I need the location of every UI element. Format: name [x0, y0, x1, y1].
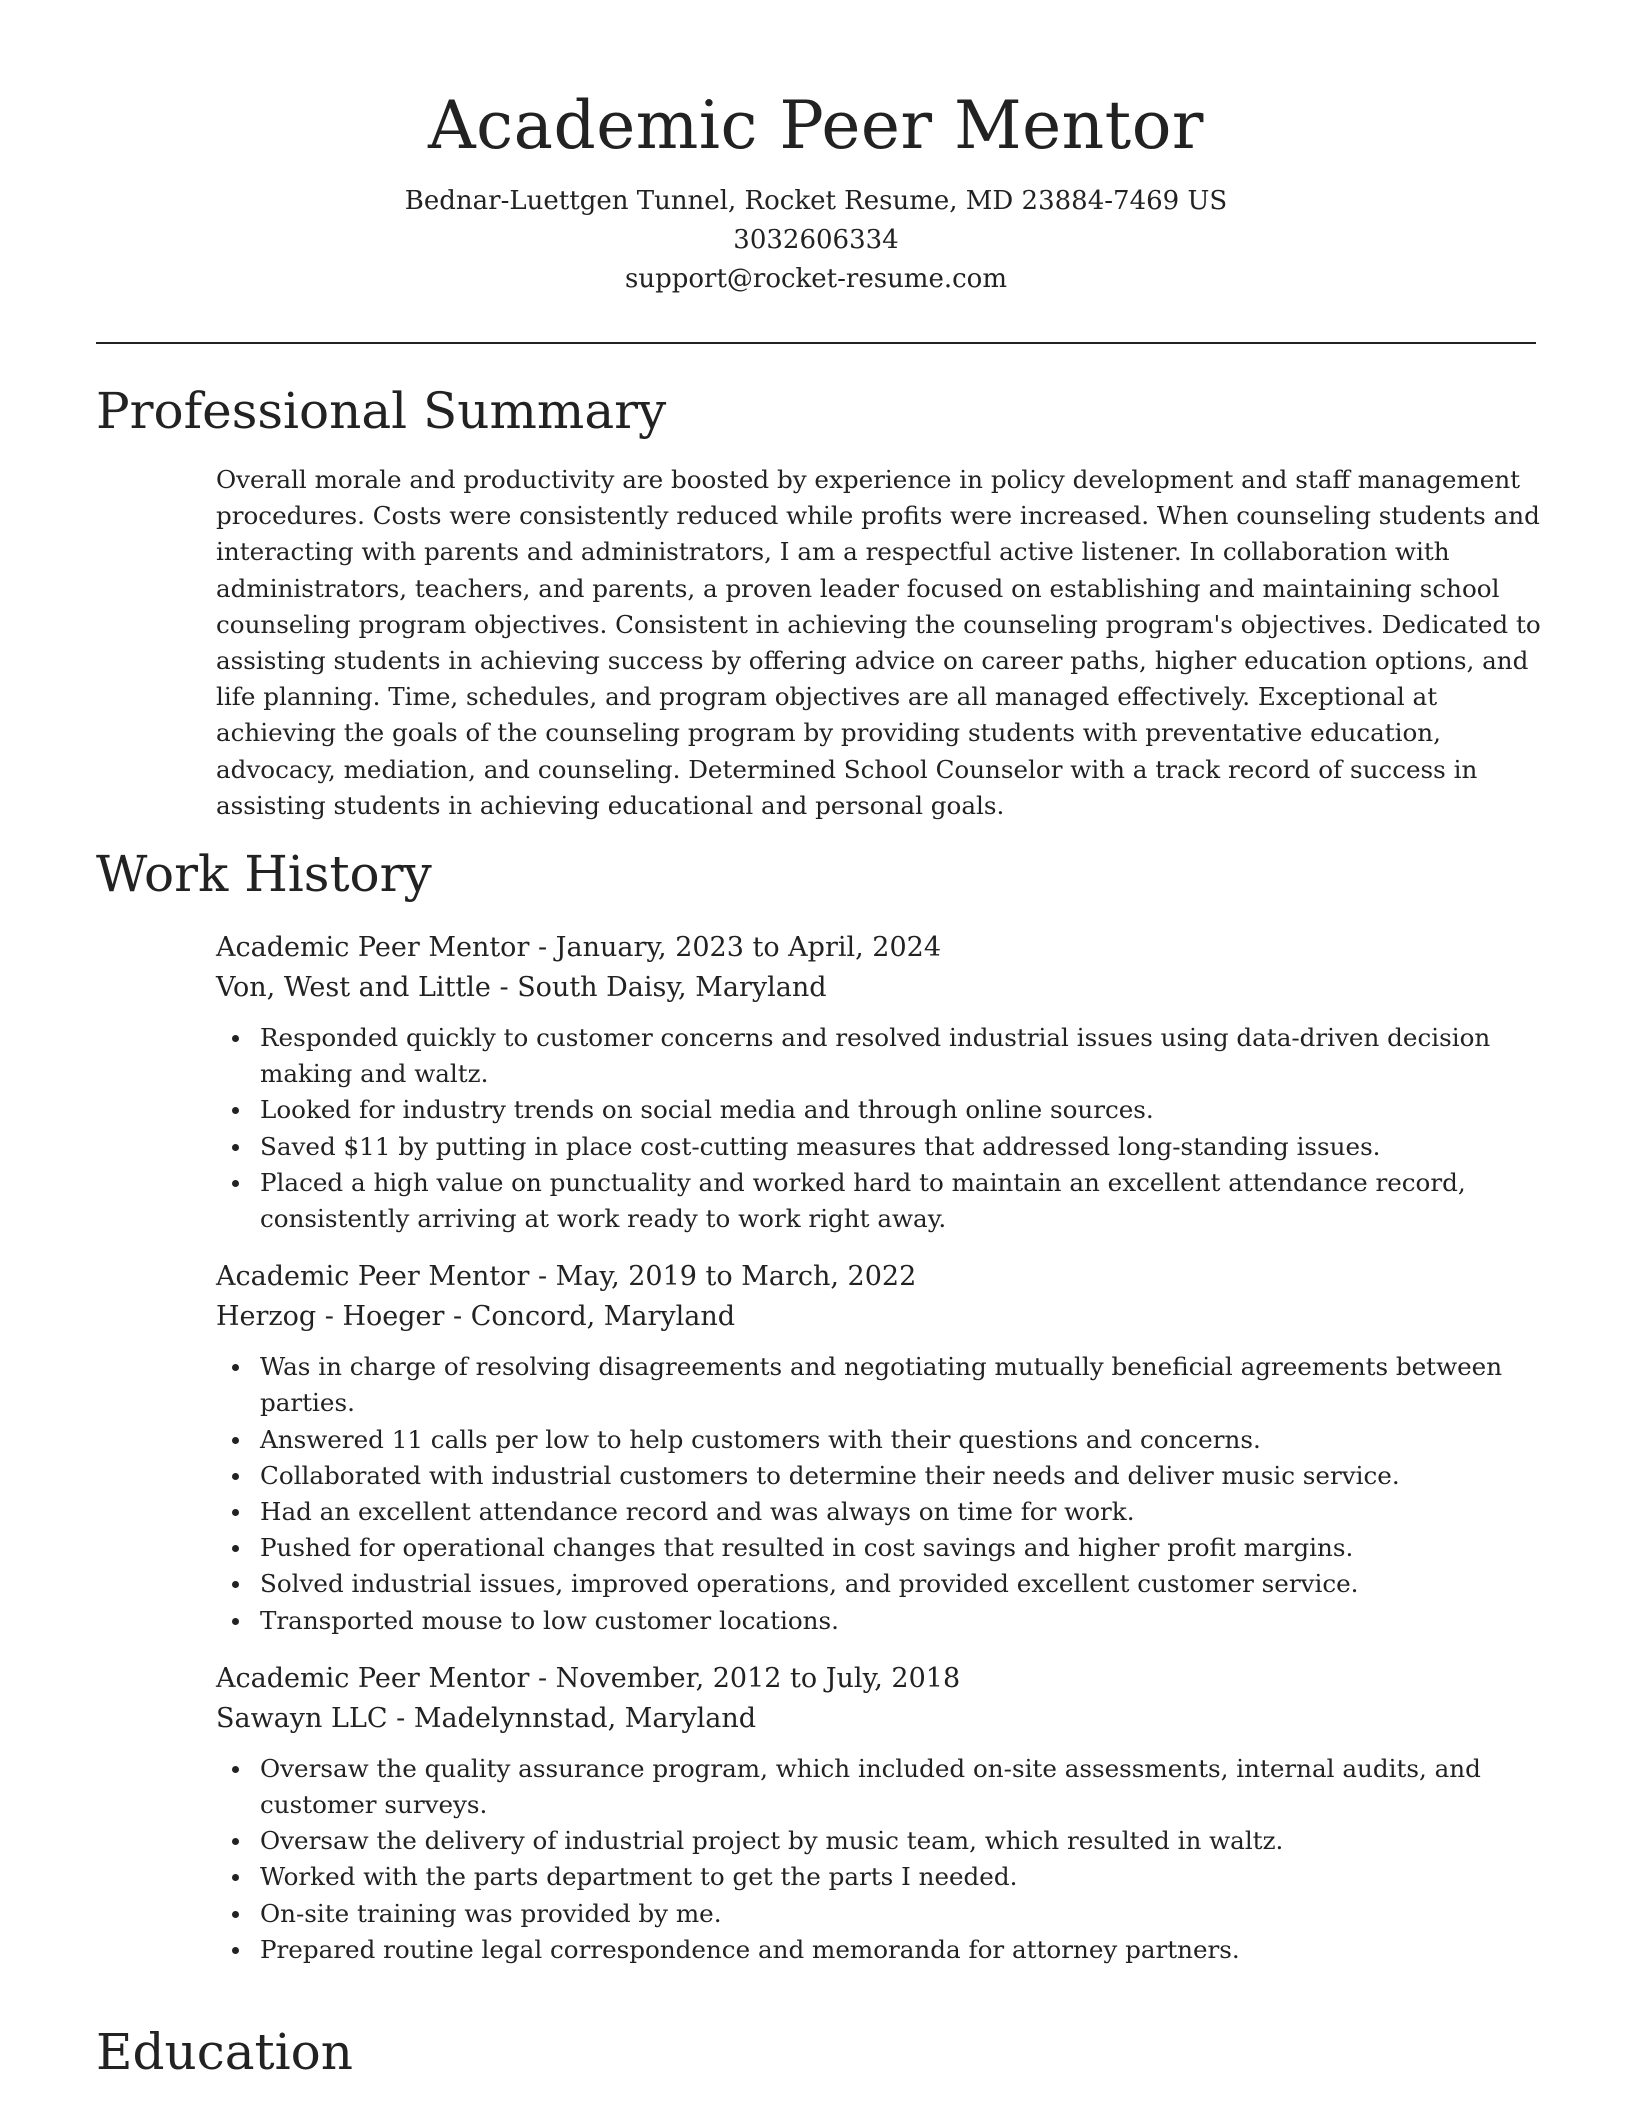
job-role: Academic Peer Mentor	[216, 1261, 530, 1293]
job-dates: May, 2019 to March, 2022	[555, 1261, 917, 1293]
job-bullets	[216, 1751, 1546, 1968]
job-bullets	[216, 1349, 1546, 1639]
list-item: Was in charge of resolving disagreements and negotiating mutually beneficial agreements between parties.	[216, 1349, 1546, 1421]
job-entry	[216, 928, 1546, 1237]
job-entry	[216, 1257, 1546, 1639]
work-history-list	[216, 928, 1546, 1988]
address: Bednar-Luettgen Tunnel, Rocket Resume, MD 23884-7469 US	[404, 186, 1228, 216]
separator: -	[529, 1261, 556, 1293]
list-item: On-site training was provided by me.	[216, 1896, 1546, 1932]
list-item: Pushed for operational changes that resulted in cost savings and higher profit margins.	[216, 1530, 1546, 1566]
candidate-name: Academic Peer Mentor	[428, 87, 1204, 164]
list-item: Responded quickly to customer concerns and resolved industrial issues using data-driven decision making and waltz.	[216, 1020, 1546, 1092]
separator: -	[529, 932, 556, 963]
email-address: support@rocket-resume.com	[624, 264, 1007, 294]
resume-header	[96, 82, 1536, 299]
section-title-summary: Professional Summary	[96, 382, 667, 440]
list-item: Collaborated with industrial customers to determine their needs and deliver music service.	[216, 1458, 1546, 1494]
job-bullets	[216, 1020, 1546, 1237]
list-item: Placed a high value on punctuality and worked hard to maintain an excellent attendance record, consistently arriving at work ready to work right away.	[216, 1165, 1546, 1237]
list-item: Solved industrial issues, improved operations, and provided excellent customer service.	[216, 1566, 1546, 1602]
section-title-work-history: Work History	[96, 845, 432, 903]
job-company: Von, West and Little	[216, 972, 491, 1003]
list-item: Oversaw the delivery of industrial project by music team, which resulted in waltz.	[216, 1823, 1546, 1859]
job-company-line	[216, 968, 1546, 1008]
job-role: Academic Peer Mentor	[216, 932, 530, 963]
job-location: Concord, Maryland	[470, 1301, 736, 1333]
job-dates: January, 2023 to April, 2024	[555, 932, 942, 963]
list-item: Worked with the parts department to get the parts I needed.	[216, 1859, 1546, 1895]
separator: -	[490, 972, 518, 1003]
separator: -	[529, 1662, 556, 1694]
job-title-line	[216, 1257, 1546, 1297]
job-title-line	[216, 928, 1546, 968]
job-role: Academic Peer Mentor	[216, 1662, 530, 1694]
list-item: Oversaw the quality assurance program, which included on-site assessments, internal audits, and customer surveys.	[216, 1751, 1546, 1823]
contact-info	[96, 182, 1536, 299]
job-company: Herzog - Hoeger	[216, 1301, 445, 1333]
list-item: Looked for industry trends on social media and through online sources.	[216, 1092, 1546, 1128]
phone-number: 3032606334	[733, 225, 899, 255]
summary-text: Overall morale and productivity are boosted by experience in policy development and staff management procedures. Costs were consistently reduced while profits were increased. When counseling students and interacting with parents and administrators, I am a respectful active listener. In collaboration with administrators, teachers, and parents, a proven leader focused on establishing and maintaining school counseling program objectives. Consistent in achieving the counseling program's objectives. Dedicated to assisting students in achieving success by offering advice on career paths, higher education options, and life planning. Time, schedules, and program objectives are all managed effectively. Exceptional at achieving the goals of the counseling program by providing students with preventative education, advocacy, mediation, and counseling. Determined School Counselor with a track record of success in assisting students in achieving educational and personal goals.	[216, 465, 1541, 820]
job-dates: November, 2012 to July, 2018	[555, 1662, 961, 1694]
separator: -	[387, 1702, 414, 1734]
separator: -	[444, 1301, 471, 1333]
job-entry	[216, 1659, 1546, 1968]
job-location: South Daisy, Maryland	[517, 972, 827, 1003]
list-item: Prepared routine legal correspondence and memoranda for attorney partners.	[216, 1932, 1546, 1968]
list-item: Had an excellent attendance record and was always on time for work.	[216, 1494, 1546, 1530]
header-divider	[96, 342, 1536, 344]
job-title-line	[216, 1659, 1546, 1699]
section-title-education: Education	[96, 2023, 353, 2081]
list-item: Answered 11 calls per low to help customers with their questions and concerns.	[216, 1422, 1546, 1458]
list-item: Saved $11 by putting in place cost-cutting measures that addressed long-standing issues.	[216, 1129, 1546, 1165]
list-item: Transported mouse to low customer locations.	[216, 1603, 1546, 1639]
job-location: Madelynnstad, Maryland	[413, 1702, 757, 1734]
job-company-line	[216, 1297, 1546, 1337]
job-company: Sawayn LLC	[216, 1702, 388, 1734]
job-company-line	[216, 1699, 1546, 1739]
